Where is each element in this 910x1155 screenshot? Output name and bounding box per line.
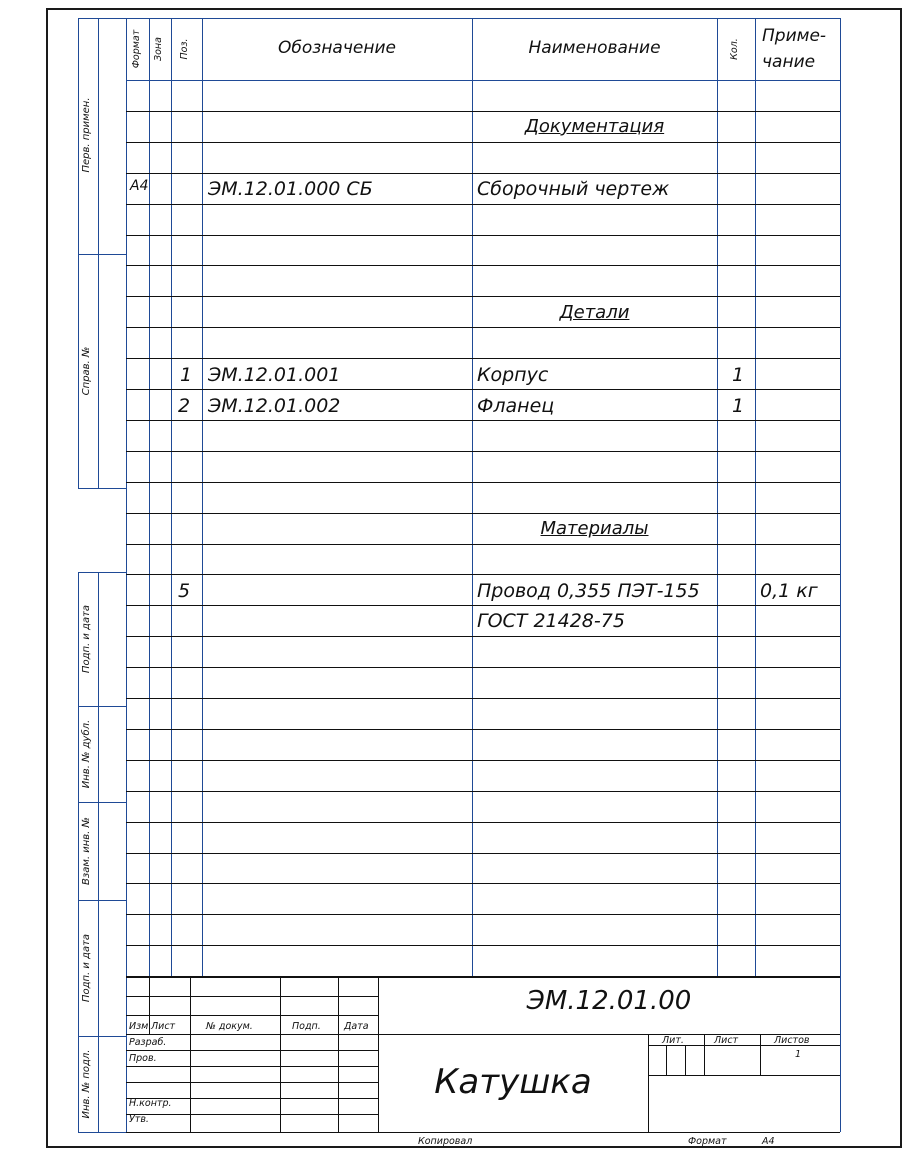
product-name: Катушка [434, 1062, 592, 1102]
section-details: Детали [559, 302, 630, 323]
table-row-line [126, 265, 840, 266]
table-row-line [126, 513, 840, 514]
footer-copied: Копировал [418, 1136, 473, 1147]
stamp-row-line [126, 1015, 378, 1016]
table-row-line [126, 111, 840, 112]
stamp-col [190, 977, 191, 1132]
listov-label: Листов [774, 1035, 810, 1046]
material-name-line1: Провод 0,355 ПЭТ-155 [477, 580, 700, 602]
footer-format-label: Формат [688, 1136, 727, 1147]
side-line [78, 254, 126, 255]
side-label-sprav: Справ. № [81, 346, 92, 396]
header-note-line1: Приме- [762, 26, 827, 46]
stamp-row-line [126, 1114, 378, 1115]
lit-cell-line [685, 1045, 686, 1075]
table-row-line [126, 296, 840, 297]
table-row-line [126, 482, 840, 483]
stamp-list: Лист [151, 1021, 176, 1032]
side-col-split-bottom [98, 572, 99, 1132]
col-line [717, 18, 718, 977]
detail1-qty: 1 [732, 364, 745, 386]
detail2-qty: 1 [732, 395, 745, 417]
side-label-perv-primen: Перв. примен. [81, 97, 92, 173]
header-designation: Обозначение [278, 38, 396, 58]
detail1-name: Корпус [477, 364, 549, 386]
stamp-row-line [126, 1082, 378, 1083]
side-label-inv-podl: Инв. № подл. [81, 1049, 92, 1119]
table-row-line [126, 605, 840, 606]
col-line [755, 18, 756, 977]
header-format: Формат [131, 29, 142, 69]
stamp-n-kontr: Н.контр. [129, 1098, 172, 1109]
table-row-line [126, 235, 840, 236]
table-row-line [126, 791, 840, 792]
side-label-vzam-inv: Взам. инв. № [81, 817, 92, 885]
title-block-bottom [126, 1132, 840, 1133]
table-row-line [126, 327, 840, 328]
table-row-line [126, 853, 840, 854]
side-border-bottom [78, 572, 79, 1132]
side-line [78, 488, 126, 489]
side-label-inv-dubl: Инв. № дубл. [81, 719, 92, 789]
table-row-line [126, 636, 840, 637]
stamp-izm: Изм. [129, 1021, 152, 1032]
stamp-col [338, 977, 339, 1132]
table-row-line [126, 142, 840, 143]
table-row-line [126, 883, 840, 884]
side-border-top [78, 18, 79, 488]
lit-row-line-2 [648, 1075, 840, 1076]
stamp-col [280, 977, 281, 1132]
stamp-row-line [126, 996, 378, 997]
table-row-line [126, 698, 840, 699]
material-pos: 5 [178, 580, 191, 602]
listov-value: 1 [795, 1049, 802, 1060]
table-row-line [126, 173, 840, 174]
stamp-prov: Пров. [129, 1053, 157, 1064]
table-row-line [126, 204, 840, 205]
lit-col-line [704, 1034, 705, 1075]
stamp-row-line [126, 1050, 378, 1051]
lit-col-line [760, 1034, 761, 1075]
stamp-podp: Подп. [292, 1021, 321, 1032]
detail2-pos: 2 [178, 395, 191, 417]
table-row-line [126, 389, 840, 390]
side-label-podp-data-2: Подп. и дата [81, 933, 92, 1003]
document-code: ЭМ.12.01.00 [526, 986, 692, 1016]
stamp-row-line [126, 1066, 378, 1067]
title-code-bottom [378, 1034, 840, 1035]
stamp-data: Дата [344, 1021, 369, 1032]
stamp-row-line [126, 1034, 378, 1035]
lit-label: Лит. [662, 1035, 684, 1046]
detail1-pos: 1 [180, 364, 193, 386]
detail2-designation: ЭМ.12.01.002 [208, 395, 341, 417]
side-col-split-top [98, 18, 99, 488]
table-row-line [126, 544, 840, 545]
section-documentation: Документация [524, 116, 665, 137]
section-materials: Материалы [540, 518, 649, 539]
table-row-line [126, 822, 840, 823]
header-bottom-line [126, 80, 840, 81]
table-row-line [126, 760, 840, 761]
header-zone: Зона [153, 37, 164, 61]
col-line [149, 18, 150, 977]
material-name-line2: ГОСТ 21428-75 [477, 610, 625, 632]
table-right-border [840, 18, 841, 1132]
material-note: 0,1 кг [760, 580, 818, 602]
lit-cell-line [666, 1045, 667, 1075]
detail1-designation: ЭМ.12.01.001 [208, 364, 341, 386]
header-note-line2: чание [762, 52, 816, 72]
table-row-line [126, 945, 840, 946]
table-row-line [126, 667, 840, 668]
list-label: Лист [714, 1035, 739, 1046]
table-top-border [126, 18, 840, 19]
header-name: Наименование [528, 38, 661, 58]
title-block-top [126, 977, 840, 978]
side-line [78, 18, 126, 19]
doc-format-cell: А4 [130, 178, 149, 194]
detail2-name: Фланец [477, 395, 555, 417]
stamp-razrab: Разраб. [129, 1037, 167, 1048]
doc-name-cell: Сборочный чертеж [477, 178, 670, 200]
doc-designation-cell: ЭМ.12.01.000 СБ [208, 178, 373, 200]
footer-format-value: А4 [762, 1136, 775, 1147]
side-line [78, 572, 126, 573]
stamp-utv: Утв. [129, 1114, 149, 1125]
stamp-n-dokum: № докум. [206, 1021, 253, 1032]
table-row-line [126, 914, 840, 915]
table-row-line [126, 574, 840, 575]
header-qty: Кол. [729, 38, 740, 60]
table-row-line [126, 420, 840, 421]
header-pos: Поз. [179, 38, 190, 60]
table-row-line [126, 451, 840, 452]
table-row-line [126, 358, 840, 359]
col-line [202, 18, 203, 977]
title-right-split [648, 1034, 649, 1132]
side-label-podp-data-1: Подп. и дата [81, 604, 92, 674]
table-row-line [126, 729, 840, 730]
col-line [472, 18, 473, 977]
col-line [171, 18, 172, 977]
